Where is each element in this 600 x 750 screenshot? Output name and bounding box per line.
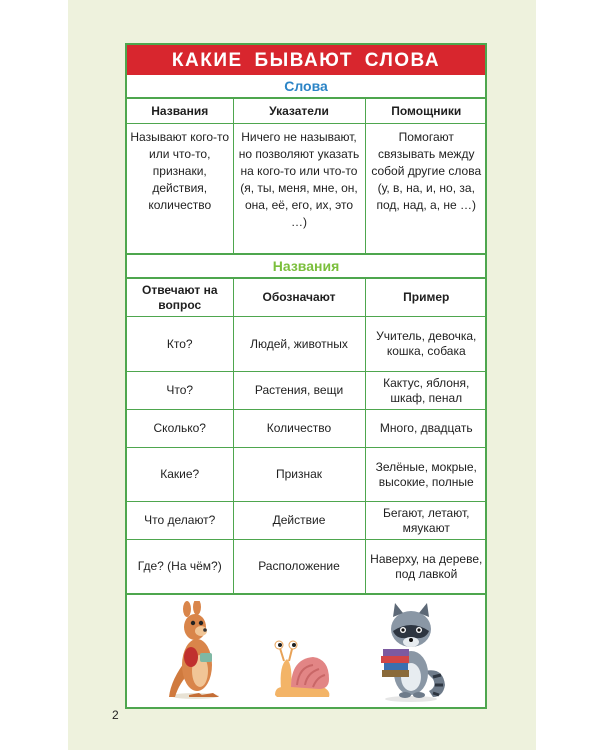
names-description: Называют кого-то или что-то, признаки, действия, количество	[127, 124, 233, 254]
question-cell: Кто?	[127, 317, 233, 372]
helpers-description: Помогают связывать между собой другие слова (у, в, на, и, но, за, под, над, а, не …)	[365, 124, 487, 254]
names-table	[127, 278, 487, 594]
words-card	[125, 43, 487, 709]
table-row	[127, 372, 487, 410]
names-heading: Названия	[127, 254, 485, 278]
raccoon-icon	[371, 601, 451, 703]
meaning-cell: Людей, животных	[233, 317, 365, 372]
example-cell: Много, двадцать	[365, 410, 487, 448]
meaning-cell: Количество	[233, 410, 365, 448]
example-cell: Учитель, девочка, кошка, собака	[365, 317, 487, 372]
table-row	[127, 502, 487, 540]
question-cell: Что делают?	[127, 502, 233, 540]
column-header: Указатели	[233, 99, 365, 124]
example-cell: Кактус, яблоня, шкаф, пенал	[365, 372, 487, 410]
kangaroo-icon	[165, 601, 235, 701]
snail-icon	[273, 635, 333, 703]
question-cell: Какие?	[127, 448, 233, 502]
table-row	[127, 540, 487, 594]
meaning-cell: Растения, вещи	[233, 372, 365, 410]
example-cell: Наверху, на дереве, под лавкой	[365, 540, 487, 594]
illustrations-row	[127, 594, 485, 707]
question-cell: Что?	[127, 372, 233, 410]
page-number: 2	[112, 708, 119, 722]
words-table	[127, 98, 487, 254]
meaning-cell: Действие	[233, 502, 365, 540]
question-cell: Где? (На чём?)	[127, 540, 233, 594]
meaning-cell: Признак	[233, 448, 365, 502]
column-header: Пример	[365, 279, 487, 317]
meaning-cell: Расположение	[233, 540, 365, 594]
pointers-description: Ничего не называют, но позволяют указать на кого-то или что-то (я, ты, меня, мне, он, она, её, его, их, это …)	[233, 124, 365, 254]
example-cell: Бегают, летают, мяукают	[365, 502, 487, 540]
page-title: КАКИЕ БЫВАЮТ СЛОВА	[127, 45, 485, 75]
table-row	[127, 448, 487, 502]
column-header: Обозначают	[233, 279, 365, 317]
table-row	[127, 317, 487, 372]
question-cell: Сколько?	[127, 410, 233, 448]
words-heading: Слова	[127, 75, 485, 98]
column-header: Помощники	[365, 99, 487, 124]
example-cell: Зелёные, мокрые, высокие, полные	[365, 448, 487, 502]
column-header: Отвечают на вопрос	[127, 279, 233, 317]
table-row	[127, 410, 487, 448]
column-header: Названия	[127, 99, 233, 124]
